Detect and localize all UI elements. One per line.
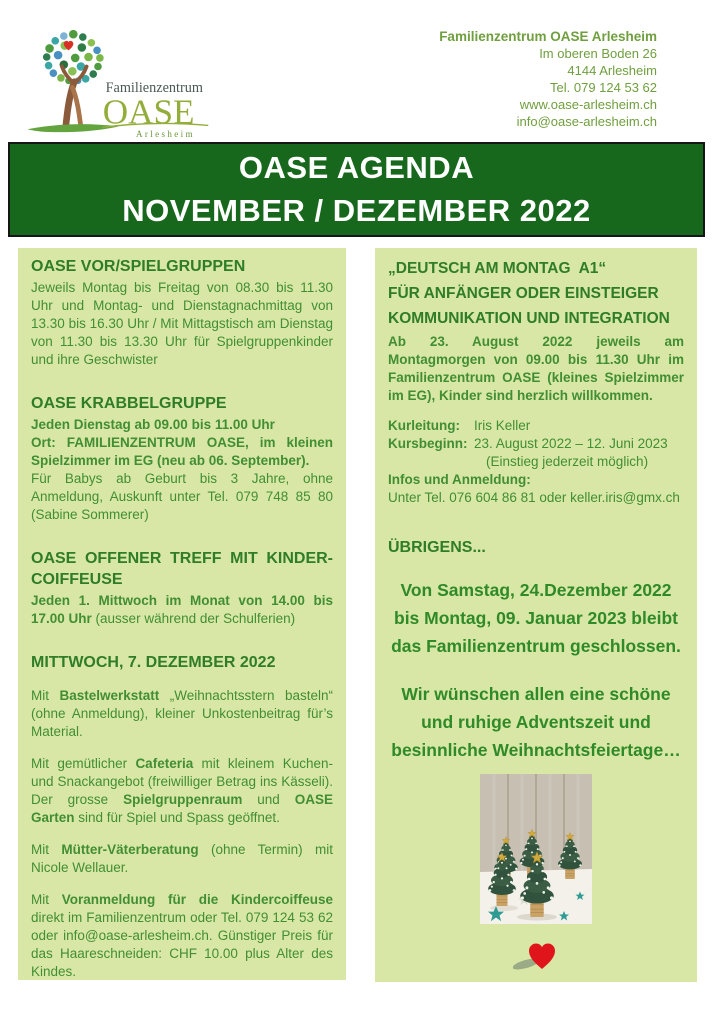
oase-tree-logo-icon <box>22 28 212 143</box>
closed-notice: Von Samstag, 24.Dezember 2022 bis Montag, 09. Januar 2023 bleibt das Familienzentrum geschlossen. <box>391 580 681 656</box>
section-title-mittwoch: MITTWOCH, 7. DEZEMBER 2022 <box>31 654 276 671</box>
deutsch-subtitle-anfaenger: FÜR ANFÄNGER ODER EINSTEIGER <box>388 285 659 302</box>
left-column <box>18 248 346 980</box>
contact-phone: Tel. 079 124 53 62 <box>550 80 657 95</box>
kursbeginn-label: Kursbeginn: <box>388 436 468 451</box>
contact-email: info@oase-arlesheim.ch <box>516 114 657 129</box>
kurleitung-value: Iris Keller <box>474 418 531 433</box>
kursbeginn-value: 23. August 2022 – 12. Juni 2023 <box>474 436 668 451</box>
krabbelgruppe-time: Jeden Dienstag ab 09.00 bis 11.00 Uhr <box>31 417 275 432</box>
kurleitung-label: Kurleitung: <box>388 418 460 433</box>
contact-org-name: Familienzentrum OASE Arlesheim <box>439 29 657 44</box>
section-title-vorspielgruppen: OASE VOR/SPIELGRUPPEN <box>31 258 246 275</box>
section-title-offener-treff: OASE OFFENER TREFF MIT KINDER-COIFFEUSE <box>31 550 333 588</box>
tree-canopy <box>43 30 104 84</box>
offener-treff-time: Jeden 1. Mittwoch im Monat von 14.00 bis 17.00 Uhr (ausser während der Schulferien) <box>31 593 333 626</box>
banner-title-line1: OASE AGENDA <box>238 150 475 186</box>
mittwoch-paragraph-cafeteria: Mit gemütlicher Cafeteria mit kleinem Kuchen- und Snackangebot (freiwilliger Betrag ins Kässeli). Der grosse Spielgruppenraum und OASE Garten sind für Spiel und Spass geöffnet. <box>31 756 333 825</box>
contact-city: 4144 Arlesheim <box>567 63 657 78</box>
logo-brand-sub: Arlesheim <box>136 128 195 139</box>
infos-value: Unter Tel. 076 604 86 81 oder keller.iris@gmx.ch <box>388 490 680 505</box>
contact-website: www.oase-arlesheim.ch <box>519 97 657 112</box>
tree-trunk <box>62 67 87 128</box>
mittwoch-paragraph-voranmeldung: Mit Voranmeldung für die Kindercoiffeuse direkt im Familienzentrum oder Tel. 079 124 53 62 oder info@oase-arlesheim.ch. Günstiger Preis für das Haareschneiden: CHF 10.00 plus Alter des Kindes. <box>31 892 334 979</box>
section-title-uebrigens: ÜBRIGENS... <box>388 539 486 556</box>
deutsch-intro: Ab 23. August 2022 jeweils am Montagmorgen von 09.00 bis 11.30 Uhr im Familienzentrum OASE (kleines Spielzimmer im EG), Kinder sind herzlich willkommen. <box>388 334 684 403</box>
krabbelgruppe-info: Für Babys ab Geburt bis 3 Jahre, ohne Anmeldung, Auskunft unter Tel. 079 748 85 80 (Sabine Sommerer) <box>31 471 333 522</box>
banner-title-line2: NOVEMBER / DEZEMBER 2022 <box>122 192 591 228</box>
kursbeginn-row <box>388 435 684 453</box>
mittwoch-paragraph-beratung: Mit Mütter-Väterberatung (ohne Termin) mit Nicole Wellauer. <box>31 842 333 875</box>
contact-street: Im oberen Boden 26 <box>539 46 657 61</box>
season-wishes: Wir wünschen allen eine schöne und ruhige Adventszeit und besinnliche Weihnachtsfeiertage… <box>391 684 681 760</box>
infos-label: Infos und Anmeldung: <box>388 472 531 487</box>
section-title-krabbelgruppe: OASE KRABBELGRUPPE <box>31 395 227 412</box>
logo-brand-main: OASE <box>102 92 195 132</box>
mittwoch-paragraph-bastelwerkstatt: Mit Bastelwerkstatt „Weihnachtsstern basteln“ (ohne Anmeldung), kleiner Unkostenbeitrag für’s Material. <box>31 688 334 739</box>
krabbelgruppe-place: Ort: FAMILIENZENTRUM OASE, im kleinen Spielzimmer im EG (neu ab 06. September). <box>31 435 333 468</box>
kurleitung-row <box>388 417 684 435</box>
title-banner <box>8 142 705 237</box>
kursbeginn-note: (Einstieg jederzeit möglich) <box>486 454 649 469</box>
heart-icon <box>513 936 559 974</box>
vorspielgruppen-body: Jeweils Montag bis Freitag von 08.30 bis 11.30 Uhr und Montag- und Dienstagnachmittag von 13.30 bis 16.30 Uhr / Mit Mittagstisch am Dienstag von 11.30 bis 13.30 Uhr für Spielgruppenkinder und ihre Geschwister <box>31 280 333 367</box>
deutsch-subtitle-kommunikation: KOMMUNIKATION UND INTEGRATION <box>388 310 670 327</box>
pinecone-christmas-trees-photo <box>480 774 592 924</box>
right-column <box>375 248 697 982</box>
contact-block <box>439 28 657 130</box>
section-title-deutsch: „DEUTSCH AM MONTAG A1“ <box>388 260 607 277</box>
logo-brand-top: Familienzentrum <box>105 80 203 97</box>
